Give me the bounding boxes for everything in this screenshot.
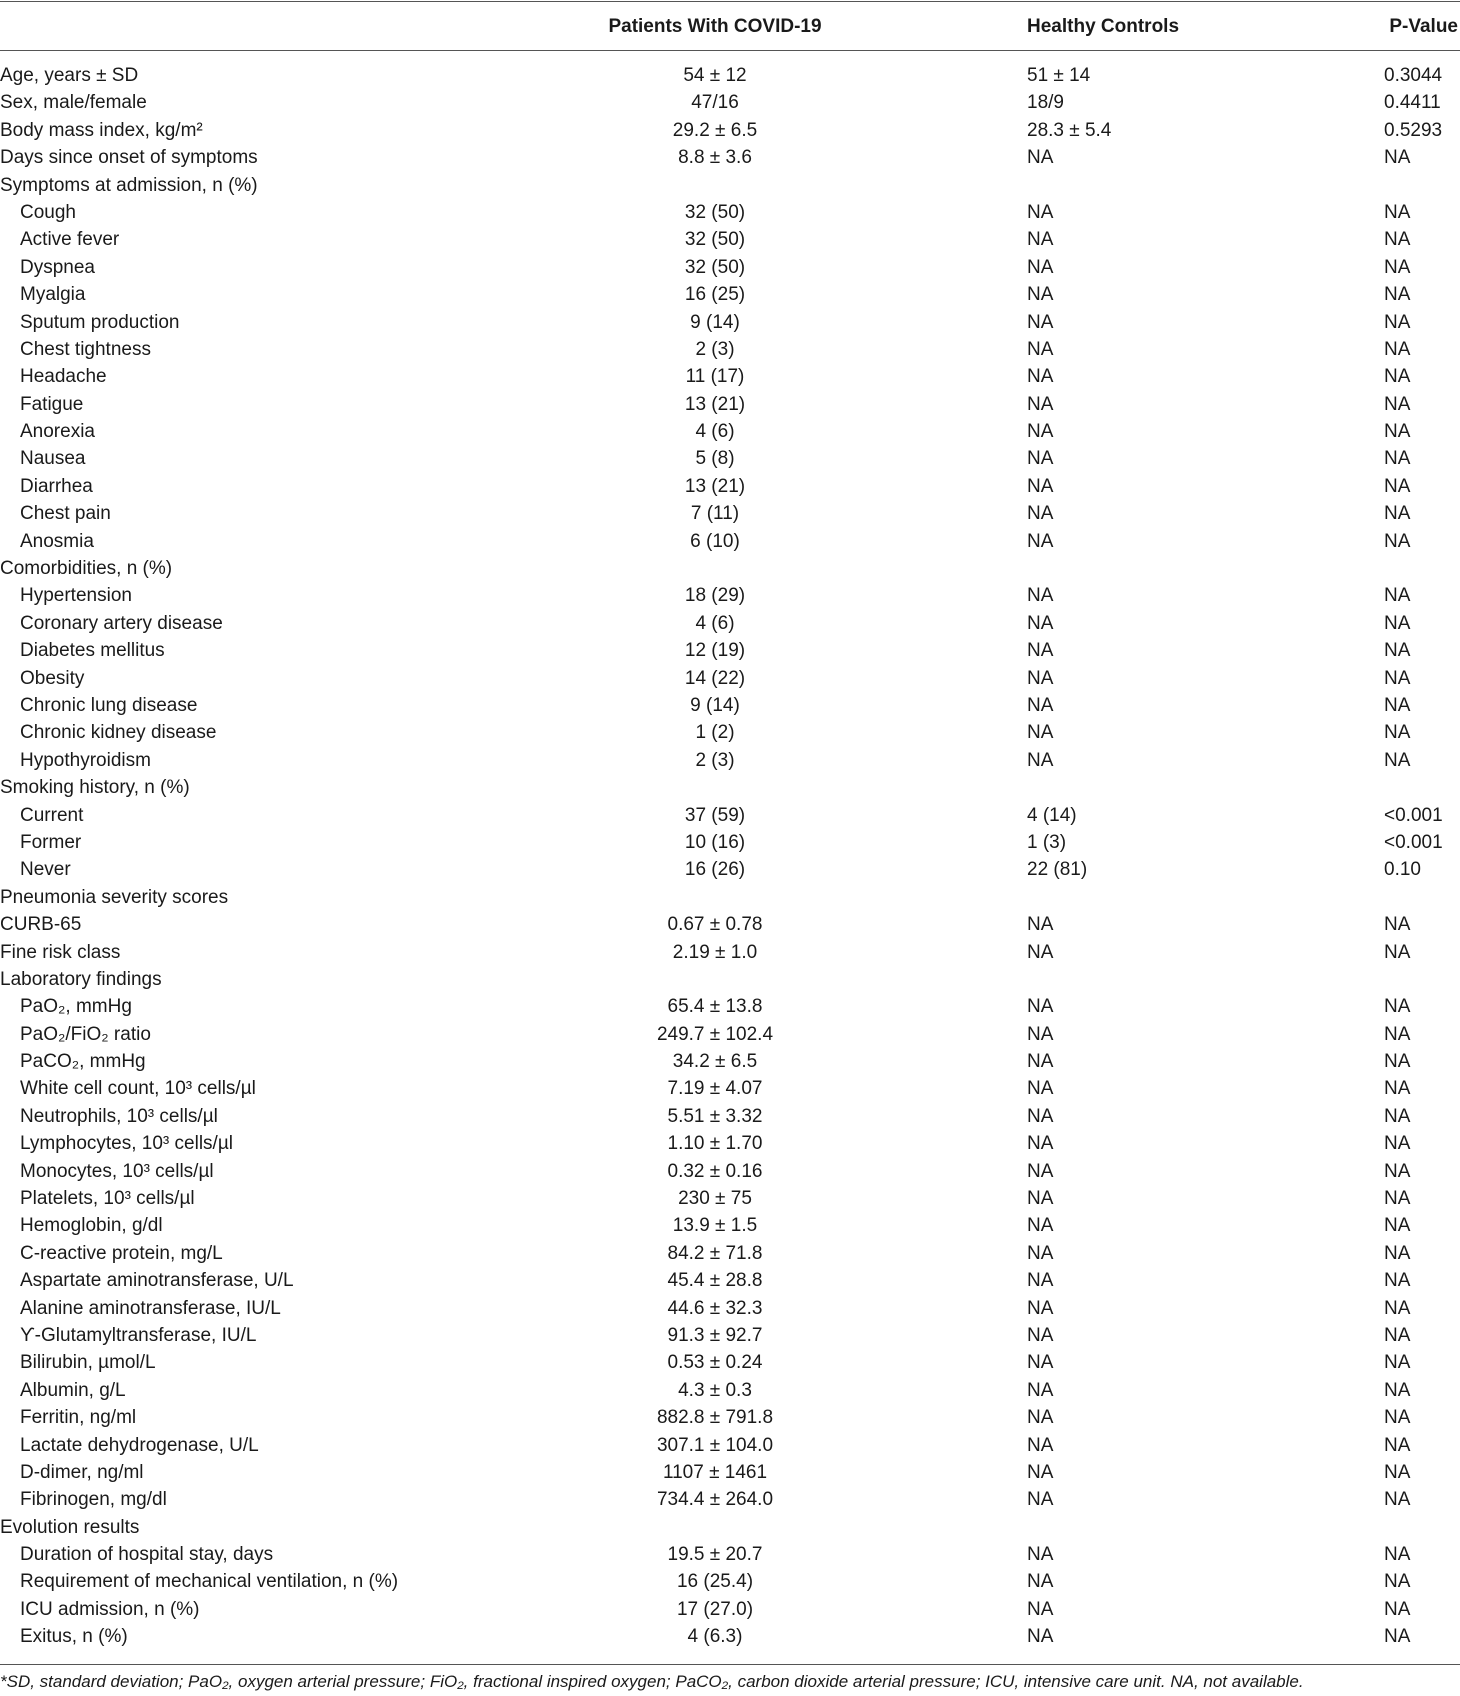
table-header-row [0, 12, 1460, 42]
table-row [0, 391, 1460, 418]
table-row [0, 747, 1460, 774]
row-covid-value: 307.1 ± 104.0 [656, 1434, 774, 1456]
row-healthy-value: NA [1027, 996, 1054, 1018]
table-row [0, 336, 1460, 363]
row-p-value: NA [1384, 914, 1411, 936]
row-healthy-value: 22 (81) [1027, 859, 1088, 881]
table-row [0, 1377, 1460, 1404]
row-p-value: <0.001 [1384, 804, 1443, 826]
table-row [0, 1021, 1460, 1048]
row-covid-value: 11 (17) [685, 366, 745, 388]
row-p-value: NA [1384, 530, 1411, 552]
table-row [0, 610, 1460, 637]
row-p-value: NA [1384, 585, 1411, 607]
row-healthy-value: NA [1027, 914, 1054, 936]
table-row [0, 1322, 1460, 1349]
row-healthy-value: NA [1027, 1626, 1054, 1648]
row-p-value: NA [1384, 941, 1411, 963]
row-label: Exitus, n (%) [20, 1626, 128, 1648]
row-p-value: NA [1384, 147, 1411, 169]
row-covid-value: 37 (59) [684, 804, 746, 826]
row-healthy-value: NA [1027, 749, 1054, 771]
row-healthy-value: NA [1027, 612, 1054, 634]
row-label: Headache [20, 366, 107, 388]
row-p-value: NA [1384, 1598, 1411, 1620]
row-covid-value: 734.4 ± 264.0 [656, 1489, 774, 1511]
table-row [0, 281, 1460, 308]
table-row [0, 500, 1460, 527]
row-label: Symptoms at admission, n (%) [0, 174, 258, 196]
row-covid-value: 5.51 ± 3.32 [667, 1105, 763, 1127]
table-row [0, 254, 1460, 281]
table-row [0, 445, 1460, 472]
row-label: Requirement of mechanical ventilation, n (%) [20, 1571, 399, 1593]
row-label: Chronic kidney disease [20, 722, 217, 744]
row-healthy-value: NA [1027, 1078, 1054, 1100]
row-p-value: NA [1384, 1051, 1411, 1073]
table-row [0, 1432, 1460, 1459]
row-covid-value: 34.2 ± 6.5 [672, 1051, 758, 1073]
row-covid-value: 9 (14) [690, 311, 740, 333]
row-p-value: NA [1384, 1571, 1411, 1593]
table-row [0, 62, 1460, 89]
row-covid-value: 16 (25.4) [676, 1571, 754, 1593]
row-covid-value: 29.2 ± 6.5 [672, 119, 758, 141]
row-p-value: NA [1384, 421, 1411, 443]
table-row [0, 692, 1460, 719]
row-healthy-value: NA [1027, 1324, 1054, 1346]
row-label: Smoking history, n (%) [0, 777, 190, 799]
row-label: PaO₂, mmHg [20, 996, 132, 1018]
row-covid-value: 13.9 ± 1.5 [672, 1215, 758, 1237]
row-p-value: NA [1384, 503, 1411, 525]
row-label: Pneumonia severity scores [0, 886, 229, 908]
table-bottom-rule [0, 1664, 1460, 1665]
row-covid-value: 32 (50) [684, 201, 746, 223]
table-row [0, 418, 1460, 445]
table-row [0, 117, 1460, 144]
row-label: Fatigue [20, 393, 84, 415]
table-top-rule [0, 1, 1460, 2]
row-covid-value: 8.8 ± 3.6 [678, 147, 752, 169]
row-healthy-value: NA [1027, 256, 1054, 278]
row-p-value: NA [1384, 749, 1411, 771]
row-covid-value: 13 (21) [684, 393, 746, 415]
table-row [0, 856, 1460, 883]
row-covid-value: 0.67 ± 0.78 [667, 914, 763, 936]
row-covid-value: 32 (50) [684, 229, 746, 251]
row-label: Never [20, 859, 71, 881]
row-label: Nausea [20, 448, 86, 470]
row-covid-value: 47/16 [691, 92, 739, 114]
row-healthy-value: NA [1027, 475, 1054, 497]
row-healthy-value: NA [1027, 366, 1054, 388]
row-label: Anorexia [20, 421, 95, 443]
row-healthy-value: NA [1027, 1379, 1054, 1401]
table-row [0, 144, 1460, 171]
table-row [0, 1514, 1460, 1541]
row-label: Fibrinogen, mg/dl [20, 1489, 167, 1511]
row-p-value: NA [1384, 256, 1411, 278]
table-body [0, 62, 1460, 1651]
row-covid-value: 2 (3) [695, 338, 735, 360]
row-label: Lactate dehydrogenase, U/L [20, 1434, 259, 1456]
row-label: ϒ-Glutamyltransferase, IU/L [20, 1324, 257, 1346]
row-p-value: NA [1384, 1105, 1411, 1127]
row-label: Duration of hospital stay, days [20, 1544, 274, 1566]
row-covid-value: 45.4 ± 28.8 [667, 1270, 763, 1292]
table-row [0, 1130, 1460, 1157]
row-healthy-value: NA [1027, 1598, 1054, 1620]
row-p-value: NA [1384, 1324, 1411, 1346]
row-p-value: NA [1384, 694, 1411, 716]
row-healthy-value: NA [1027, 1352, 1054, 1374]
table-row [0, 719, 1460, 746]
row-covid-value: 44.6 ± 32.3 [667, 1297, 763, 1319]
row-healthy-value: NA [1027, 1023, 1054, 1045]
row-p-value: NA [1384, 1434, 1411, 1456]
row-p-value: NA [1384, 311, 1411, 333]
row-p-value: 0.4411 [1384, 92, 1441, 114]
row-healthy-value: NA [1027, 311, 1054, 333]
row-label: Body mass index, kg/m² [0, 119, 203, 141]
row-healthy-value: NA [1027, 1434, 1054, 1456]
row-p-value: 0.10 [1384, 859, 1421, 881]
row-label: Active fever [20, 229, 120, 251]
row-covid-value: 7 (11) [690, 503, 740, 525]
table-row [0, 1048, 1460, 1075]
row-healthy-value: NA [1027, 1215, 1054, 1237]
row-p-value: 0.5293 [1384, 119, 1443, 141]
table-row [0, 1103, 1460, 1130]
row-p-value: NA [1384, 284, 1411, 306]
row-label: Anosmia [20, 530, 94, 552]
row-healthy-value: NA [1027, 1407, 1054, 1429]
row-covid-value: 4 (6.3) [687, 1626, 743, 1648]
table-row [0, 774, 1460, 801]
table-row [0, 1541, 1460, 1568]
row-p-value: NA [1384, 1352, 1411, 1374]
table-row [0, 884, 1460, 911]
row-p-value: NA [1384, 612, 1411, 634]
row-p-value: NA [1384, 448, 1411, 470]
row-label: PaCO₂, mmHg [20, 1051, 146, 1073]
row-p-value: 0.3044 [1384, 65, 1443, 86]
header-healthy-controls: Healthy Controls [1027, 16, 1180, 37]
table-row [0, 665, 1460, 692]
table-row [0, 309, 1460, 336]
row-healthy-value: NA [1027, 338, 1054, 360]
row-p-value: NA [1384, 475, 1411, 497]
table-row [0, 473, 1460, 500]
row-healthy-value: NA [1027, 1489, 1054, 1511]
row-healthy-value: NA [1027, 284, 1054, 306]
row-label: D-dimer, ng/ml [20, 1461, 144, 1483]
row-healthy-value: 18/9 [1027, 92, 1064, 114]
row-healthy-value: NA [1027, 585, 1054, 607]
row-covid-value: 4 (6) [695, 612, 735, 634]
row-covid-value: 1107 ± 1461 [662, 1461, 768, 1483]
table-row [0, 226, 1460, 253]
row-p-value: NA [1384, 1544, 1411, 1566]
row-healthy-value: NA [1027, 1544, 1054, 1566]
row-label: Albumin, g/L [20, 1379, 126, 1401]
row-label: Comorbidities, n (%) [0, 558, 173, 580]
row-label: Evolution results [0, 1516, 140, 1538]
row-healthy-value: NA [1027, 941, 1054, 963]
row-p-value: NA [1384, 1626, 1411, 1648]
row-covid-value: 12 (19) [684, 640, 746, 662]
row-covid-value: 230 ± 75 [678, 1188, 752, 1210]
row-p-value: NA [1384, 722, 1411, 744]
row-covid-value: 54 ± 12 [683, 65, 747, 86]
row-label: Bilirubin, µmol/L [20, 1352, 156, 1374]
row-covid-value: 4 (6) [695, 421, 735, 443]
row-healthy-value: NA [1027, 1297, 1054, 1319]
table-row [0, 1459, 1460, 1486]
table-row [0, 1158, 1460, 1185]
row-covid-value: 4.3 ± 0.3 [678, 1379, 752, 1401]
row-label: Chest tightness [20, 338, 151, 360]
row-label: White cell count, 10³ cells/µl [20, 1078, 256, 1100]
row-healthy-value: NA [1027, 1133, 1054, 1155]
table-row [0, 1185, 1460, 1212]
row-covid-value: 17 (27.0) [676, 1598, 754, 1620]
row-healthy-value: 51 ± 14 [1027, 65, 1091, 86]
row-covid-value: 91.3 ± 92.7 [667, 1324, 763, 1346]
row-p-value: <0.001 [1384, 831, 1443, 853]
table-row [0, 1349, 1460, 1376]
row-p-value: NA [1384, 1160, 1411, 1182]
row-covid-value: 13 (21) [684, 475, 746, 497]
row-healthy-value: NA [1027, 530, 1054, 552]
row-p-value: NA [1384, 366, 1411, 388]
row-label: Cough [20, 201, 76, 223]
table-row [0, 582, 1460, 609]
table-row [0, 555, 1460, 582]
table-row [0, 199, 1460, 226]
table-footnote: *SD, standard deviation; PaO₂, oxygen arterial pressure; FiO₂, fractional inspired oxygen; PaCO₂, carbon dioxide arterial pressure; ICU, intensive care unit. NA, not available. [0, 1672, 1304, 1691]
row-healthy-value: 28.3 ± 5.4 [1027, 119, 1112, 141]
table-row [0, 1240, 1460, 1267]
row-covid-value: 2 (3) [695, 749, 735, 771]
row-healthy-value: NA [1027, 421, 1054, 443]
table-row [0, 172, 1460, 199]
row-healthy-value: 4 (14) [1027, 804, 1077, 826]
row-p-value: NA [1384, 996, 1411, 1018]
row-healthy-value: NA [1027, 1105, 1054, 1127]
row-healthy-value: NA [1027, 147, 1054, 169]
row-p-value: NA [1384, 229, 1411, 251]
row-healthy-value: NA [1027, 1160, 1054, 1182]
row-covid-value: 9 (14) [690, 694, 740, 716]
table-row [0, 1568, 1460, 1595]
row-label: Lymphocytes, 10³ cells/µl [20, 1133, 233, 1155]
row-label: Chronic lung disease [20, 694, 198, 716]
row-label: Sex, male/female [0, 92, 147, 114]
row-healthy-value: NA [1027, 448, 1054, 470]
table-row [0, 637, 1460, 664]
table-row [0, 802, 1460, 829]
row-healthy-value: NA [1027, 503, 1054, 525]
row-label: Hypertension [20, 585, 132, 607]
row-label: Alanine aminotransferase, IU/L [20, 1297, 281, 1319]
row-label: Chest pain [20, 503, 111, 525]
row-p-value: NA [1384, 1297, 1411, 1319]
table-row [0, 363, 1460, 390]
row-label: Hemoglobin, g/dl [20, 1215, 163, 1237]
row-p-value: NA [1384, 1270, 1411, 1292]
row-p-value: NA [1384, 1379, 1411, 1401]
row-p-value: NA [1384, 1489, 1411, 1511]
row-healthy-value: NA [1027, 640, 1054, 662]
row-covid-value: 249.7 ± 102.4 [656, 1023, 774, 1045]
row-healthy-value: NA [1027, 722, 1054, 744]
row-p-value: NA [1384, 1215, 1411, 1237]
row-healthy-value: 1 (3) [1027, 831, 1067, 853]
row-p-value: NA [1384, 1133, 1411, 1155]
table-header-rule [0, 50, 1460, 51]
row-p-value: NA [1384, 1461, 1411, 1483]
row-p-value: NA [1384, 1188, 1411, 1210]
row-label: Ferritin, ng/ml [20, 1407, 137, 1429]
row-healthy-value: NA [1027, 229, 1054, 251]
row-label: Monocytes, 10³ cells/µl [20, 1160, 214, 1182]
table-row [0, 528, 1460, 555]
row-label: Current [20, 804, 84, 826]
row-label: ICU admission, n (%) [20, 1598, 200, 1620]
row-label: CURB-65 [0, 914, 82, 936]
row-covid-value: 5 (8) [695, 448, 735, 470]
row-p-value: NA [1384, 640, 1411, 662]
row-covid-value: 18 (29) [684, 585, 746, 607]
table-row [0, 1212, 1460, 1239]
row-healthy-value: NA [1027, 1188, 1054, 1210]
row-p-value: NA [1384, 1407, 1411, 1429]
row-label: Coronary artery disease [20, 612, 223, 634]
row-label: Days since onset of symptoms [0, 147, 258, 169]
table-row [0, 829, 1460, 856]
row-healthy-value: NA [1027, 1270, 1054, 1292]
row-p-value: NA [1384, 1023, 1411, 1045]
table-row [0, 1486, 1460, 1513]
row-p-value: NA [1384, 201, 1411, 223]
row-label: Platelets, 10³ cells/µl [20, 1188, 195, 1210]
row-label: C-reactive protein, mg/L [20, 1242, 223, 1264]
row-covid-value: 882.8 ± 791.8 [656, 1407, 774, 1429]
row-covid-value: 6 (10) [690, 530, 740, 552]
table-row [0, 911, 1460, 938]
table-row [0, 939, 1460, 966]
row-healthy-value: NA [1027, 667, 1054, 689]
row-covid-value: 1.10 ± 1.70 [667, 1133, 763, 1155]
table-row [0, 1404, 1460, 1431]
row-healthy-value: NA [1027, 201, 1054, 223]
row-label: Diarrhea [20, 475, 93, 497]
row-covid-value: 2.19 ± 1.0 [672, 941, 758, 963]
row-covid-value: 65.4 ± 13.8 [667, 996, 763, 1018]
row-healthy-value: NA [1027, 1461, 1054, 1483]
row-covid-value: 14 (22) [684, 667, 746, 689]
table-row [0, 1295, 1460, 1322]
table-row [0, 1075, 1460, 1102]
row-label: Dyspnea [20, 256, 95, 278]
row-covid-value: 16 (26) [684, 859, 746, 881]
row-label: Myalgia [20, 284, 86, 306]
table-row [0, 1596, 1460, 1623]
table-row [0, 1267, 1460, 1294]
row-label: Aspartate aminotransferase, U/L [20, 1270, 294, 1292]
row-label: Neutrophils, 10³ cells/µl [20, 1105, 218, 1127]
row-covid-value: 32 (50) [684, 256, 746, 278]
row-healthy-value: NA [1027, 1571, 1054, 1593]
row-covid-value: 19.5 ± 20.7 [667, 1544, 763, 1566]
row-healthy-value: NA [1027, 1051, 1054, 1073]
row-covid-value: 84.2 ± 71.8 [667, 1242, 763, 1264]
row-covid-value: 16 (25) [684, 284, 746, 306]
row-p-value: NA [1384, 1078, 1411, 1100]
row-covid-value: 1 (2) [695, 722, 735, 744]
row-healthy-value: NA [1027, 1242, 1054, 1264]
row-label: Obesity [20, 667, 85, 689]
table-row [0, 89, 1460, 116]
row-p-value: NA [1384, 1242, 1411, 1264]
row-p-value: NA [1384, 667, 1411, 689]
row-covid-value: 10 (16) [684, 831, 746, 853]
row-covid-value: 0.53 ± 0.24 [667, 1352, 763, 1374]
header-covid: Patients With COVID-19 [608, 16, 822, 37]
row-covid-value: 0.32 ± 0.16 [667, 1160, 763, 1182]
row-label: Age, years ± SD [0, 65, 139, 86]
row-healthy-value: NA [1027, 694, 1054, 716]
header-p-value: P-Value [1389, 16, 1458, 37]
row-label: Hypothyroidism [20, 749, 151, 771]
row-label: PaO₂/FiO₂ ratio [20, 1023, 151, 1045]
row-label: Fine risk class [0, 941, 121, 963]
row-p-value: NA [1384, 393, 1411, 415]
table-row [0, 1623, 1460, 1650]
row-label: Laboratory findings [0, 968, 162, 990]
row-healthy-value: NA [1027, 393, 1054, 415]
row-label: Sputum production [20, 311, 180, 333]
row-label: Former [20, 831, 82, 853]
row-p-value: NA [1384, 338, 1411, 360]
row-covid-value: 7.19 ± 4.07 [667, 1078, 763, 1100]
row-label: Diabetes mellitus [20, 640, 165, 662]
table-row [0, 966, 1460, 993]
table-row [0, 993, 1460, 1020]
